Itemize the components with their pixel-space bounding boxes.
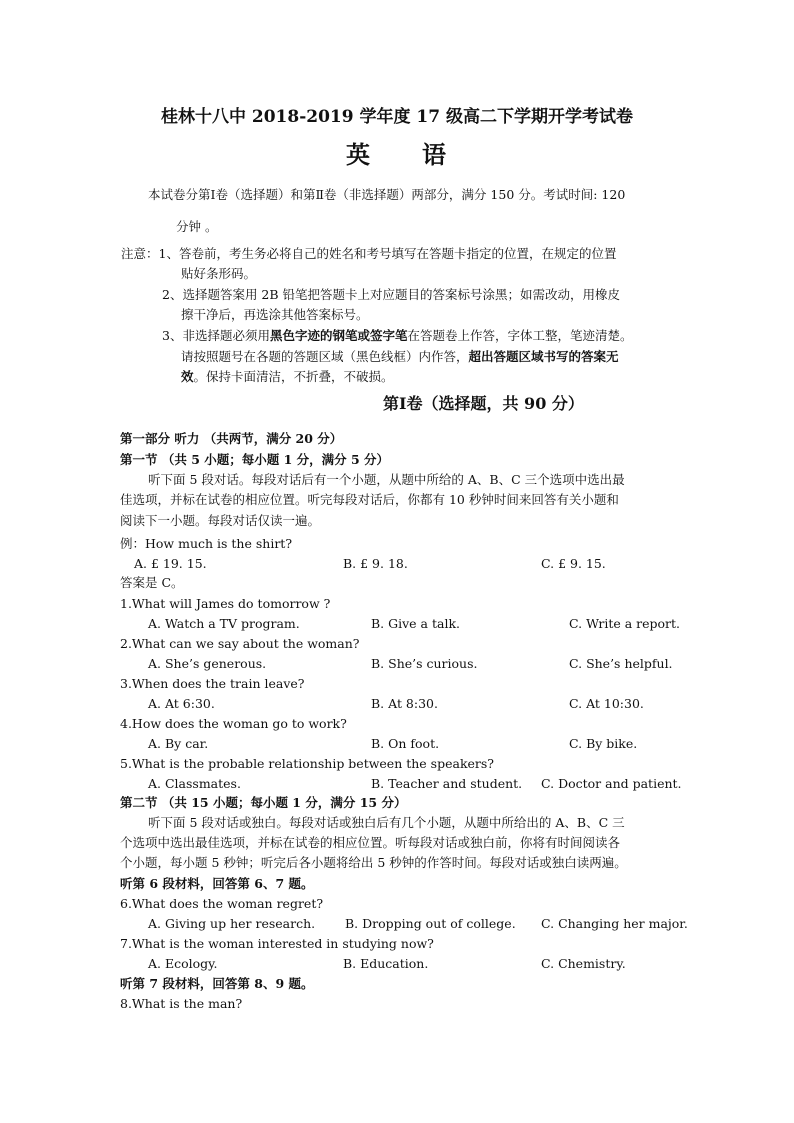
question-3-option-a: A. At 6:30.	[148, 696, 215, 711]
example-answer: 答案是 C。	[120, 575, 184, 590]
question-3-option-c: C. At 10:30.	[569, 696, 644, 711]
section-1-title: 第一节 （共 5 小题；每小题 1 分，满分 5 分）	[120, 452, 390, 467]
question-5-option-a: A. Classmates.	[148, 776, 241, 791]
note-3-emphasis: 黑色字迹的钢笔或签字笔	[269, 328, 408, 343]
question-1-option-a: A. Watch a TV program.	[148, 616, 300, 631]
volume-title: 第Ⅰ卷（选择题，共 90 分）	[383, 394, 584, 413]
question-1: 1.What will James do tomorrow ?	[120, 596, 331, 611]
question-5-option-b: B. Teacher and student.	[371, 776, 523, 791]
question-4-option-a: A. By car.	[148, 736, 209, 751]
example-option-c: C. £ 9. 15.	[541, 556, 606, 571]
note-3-line-1	[162, 327, 633, 345]
section-1-instr-2: 佳选项，并标在试卷的相应位置。听完每段对话后，你都有 10 秒钟时间来回答有关小题和	[120, 492, 619, 507]
question-2-option-a: A. She’s generous.	[148, 656, 267, 671]
material-6-heading: 听第 6 段材料，回答第 6、7 题。	[120, 876, 314, 891]
part-1-title: 第一部分 听力 （共两节，满分 20 分）	[120, 431, 343, 446]
material-7-heading: 听第 7 段材料，回答第 8、9 题。	[120, 976, 314, 991]
subject-title	[0, 140, 794, 169]
section-1-instr-3: 阅读下一小题。每段对话仅读一遍。	[120, 513, 321, 528]
question-4-option-b: B. On foot.	[371, 736, 440, 751]
question-2-option-c: C. She’s helpful.	[569, 656, 673, 671]
question-5-option-c: C. Doctor and patient.	[541, 776, 682, 791]
question-7-option-c: C. Chemistry.	[541, 956, 626, 971]
question-6-option-c: C. Changing her major.	[541, 916, 688, 931]
question-1-option-b: B. Give a talk.	[371, 616, 460, 631]
exam-title: 桂林十八中 2018-2019 学年度 17 级高二下学期开学考试卷	[160, 107, 633, 127]
question-2-option-b: B. She’s curious.	[371, 656, 478, 671]
intro-line-1: 本试卷分第Ⅰ卷（选择题）和第Ⅱ卷（非选择题）两部分，满分 150 分。考试时间: 120	[148, 187, 626, 202]
question-3: 3.When does the train leave?	[120, 676, 305, 691]
subject-char-1: 英	[346, 140, 372, 169]
question-8: 8.What is the man?	[120, 996, 243, 1011]
note-1-line-2: 贴好条形码。	[181, 266, 257, 281]
section-1-instr-1: 听下面 5 段对话。每段对话后有一个小题，从题中所给的 A、B、C 三个选项中选出最	[148, 472, 625, 487]
question-6-option-a: A. Giving up her research.	[148, 916, 316, 931]
question-6: 6.What does the woman regret?	[120, 896, 324, 911]
question-7-option-a: A. Ecology.	[148, 956, 218, 971]
note-3-line-2	[181, 348, 619, 366]
note-2-line-2: 擦干净后，再选涂其他答案标号。	[181, 307, 369, 322]
note-3-line-3-emphasis: 效	[181, 369, 194, 384]
question-3-option-b: B. At 8:30.	[371, 696, 438, 711]
question-1-option-c: C. Write a report.	[569, 616, 681, 631]
note-3-text: 3、非选择题必须用	[162, 328, 270, 343]
section-2-title: 第二节 （共 15 小题；每小题 1 分，满分 15 分）	[120, 795, 407, 810]
note-3-line-2-emphasis: 超出答题区域书写的答案无	[468, 349, 619, 364]
section-2-instr-3: 个小题，每小题 5 秒钟；听完后各小题将给出 5 秒钟的作答时间。每段对话或独白读两遍。	[120, 855, 627, 870]
question-7: 7.What is the woman interested in studying now?	[120, 936, 434, 951]
note-3-line-2-text: 请按照题号在各题的答题区域（黑色线框）内作答，	[181, 349, 469, 364]
example-question: 例：How much is the shirt?	[120, 536, 293, 551]
section-2-instr-1: 听下面 5 段对话或独白。每段对话或独白后有几个小题，从题中所给出的 A、B、C 三	[148, 815, 625, 830]
intro-line-2: 分钟 。	[176, 219, 218, 234]
example-option-b: B. £ 9. 18.	[343, 556, 408, 571]
subject-char-2: 语	[422, 140, 448, 169]
section-2-instr-2: 个选项中选出最佳选项，并标在试卷的相应位置。听每段对话或独白前，你将有时间阅读各	[120, 835, 621, 850]
question-6-option-b: B. Dropping out of college.	[345, 916, 516, 931]
question-7-option-b: B. Education.	[343, 956, 429, 971]
question-4-option-c: C. By bike.	[569, 736, 638, 751]
note-3-line-3-text: 。保持卡面清洁，不折叠，不破损。	[193, 369, 394, 384]
question-2: 2.What can we say about the woman?	[120, 636, 360, 651]
note-2-line-1: 2、选择题答案用 2B 铅笔把答题卡上对应题目的答案标号涂黑；如需改动，用橡皮	[162, 287, 621, 302]
note-1-line-1: 注意：1、答卷前，考生务必将自己的姓名和考号填写在答题卡指定的位置，在规定的位置	[121, 246, 617, 261]
example-option-a: A. £ 19. 15.	[134, 556, 207, 571]
question-5: 5.What is the probable relationship between the speakers?	[120, 756, 495, 771]
note-3-text-end: 在答题卷上作答，字体工整，笔迹清楚。	[407, 328, 633, 343]
question-4: 4.How does the woman go to work?	[120, 716, 347, 731]
note-3-line-3	[181, 368, 394, 386]
